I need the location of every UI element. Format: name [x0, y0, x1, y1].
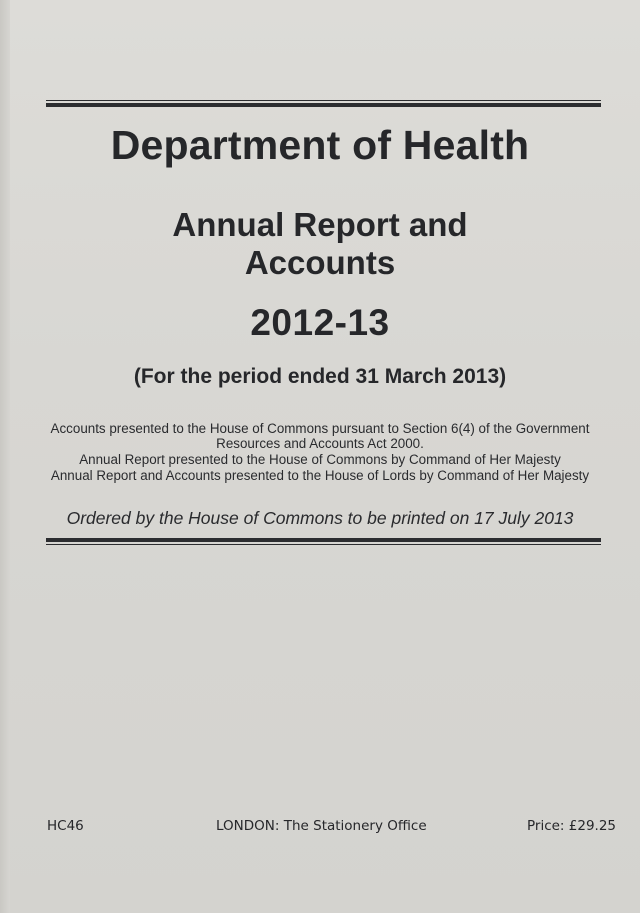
price: Price: £29.25 — [527, 818, 617, 834]
presentation-statement-lords: Annual Report and Accounts presented to the House of Lords by Command of Her Majesty — [50, 468, 590, 483]
presentation-statement-commons: Annual Report presented to the House of Commons by Command of Her Majesty — [79, 452, 561, 467]
report-title-line-1: Annual Report and — [172, 206, 468, 243]
report-title — [0, 206, 640, 282]
report-year: 2012-13 — [250, 302, 390, 343]
report-title-line-2: Accounts — [244, 244, 396, 281]
top-double-rule — [46, 100, 601, 107]
publisher: LONDON: The Stationery Office — [216, 818, 427, 834]
ordered-to-print-statement: Ordered by the House of Commons to be printed on 17 July 2013 — [66, 508, 574, 528]
presentation-statement-accounts: Accounts presented to the House of Commons pursuant to Section 6(4) of the Government Resources and Accounts Act 2000. — [50, 421, 590, 451]
bottom-double-rule — [46, 538, 601, 545]
report-period: (For the period ended 31 March 2013) — [133, 365, 507, 388]
department-title: Department of Health — [110, 122, 530, 168]
house-paper-code: HC46 — [47, 818, 84, 834]
